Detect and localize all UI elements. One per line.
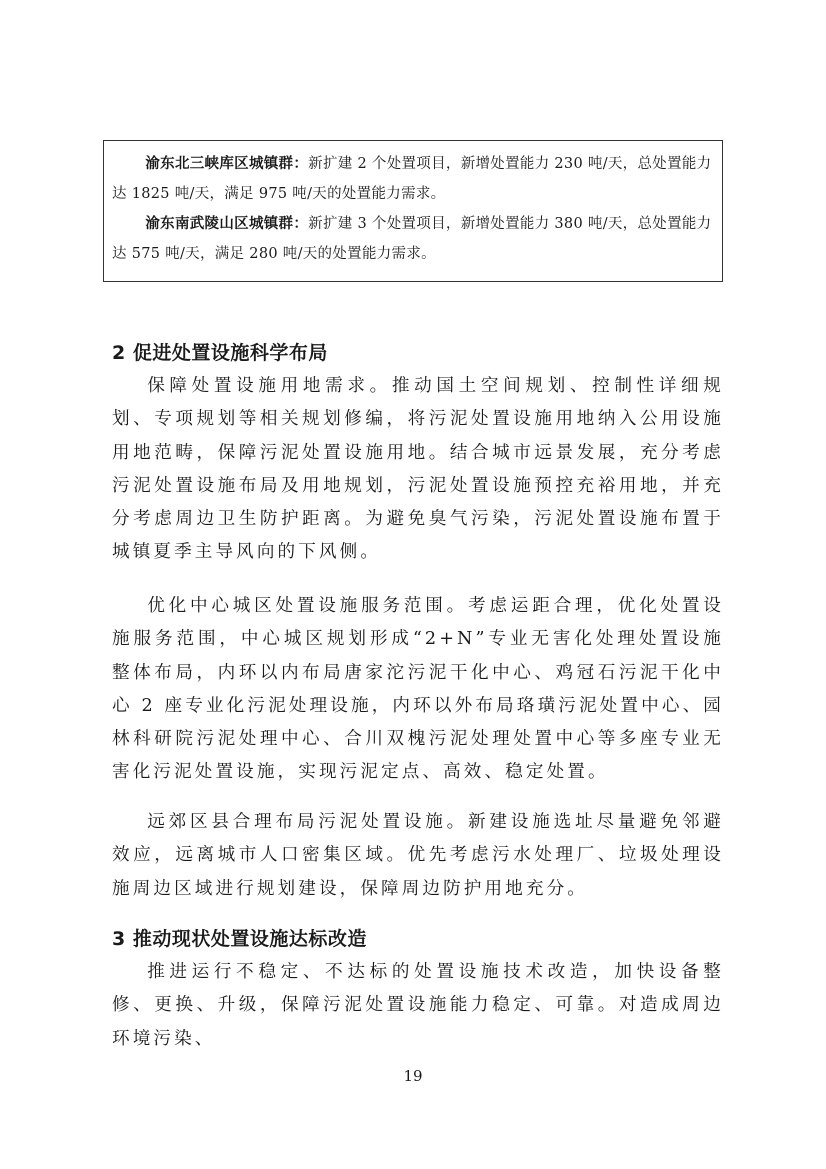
paragraph-suburban xyxy=(112,806,724,906)
section-heading-3: 3 推动现状处置设施达标改造 xyxy=(112,928,367,950)
box-item-text: 新扩建 3 个处置项目，新增处置能力 380 吨/天，总处置能力达 575 吨/天，满足 280 吨/天的处置能力需求。 xyxy=(112,216,712,262)
paragraph-lead: 保障处置设施用地需求。 xyxy=(147,376,392,396)
paragraph-text: 考虑运距合理，优化处置设施服务范围，中心城区规划形成“2+N”专业无害化处理处置设施整体布局，内环以内布局唐家沱污泥干化中心、鸡冠石污泥干化中心 2 座专业化污泥处理设施，内环以外布局珞璜污泥处置中心、园林科研院污泥处理中心、合川双槐污泥处理处置中心等多座专业无害化污泥处置设施，实现污泥定点、高效、稳定处置。 xyxy=(112,596,724,783)
section-heading-2: 2 促进处置设施科学布局 xyxy=(112,342,328,364)
box-item-southeast xyxy=(112,209,714,269)
box-item-text: 新扩建 2 个处置项目，新增处置能力 230 吨/天，总处置能力达 1825 吨/天，满足 975 吨/天的处置能力需求。 xyxy=(112,156,712,202)
summary-box xyxy=(103,140,723,282)
page-number: 19 xyxy=(403,1067,423,1085)
paragraph-upgrade xyxy=(112,956,724,1056)
box-item-label: 渝东北三峡库区城镇群： xyxy=(145,156,309,172)
paragraph-text: 推动国土空间规划、控制性详细规划、专项规划等相关规划修编，将污泥处置设施用地纳入公用设施用地范畴，保障污泥处置设施用地。结合城市远景发展，充分考虑污泥处置设施布局及用地规划，污泥处置设施预控充裕用地，并充分考虑周边卫生防护距离。为避免臭气污染，污泥处置设施布置于城镇夏季主导风向的下风侧。 xyxy=(112,376,724,563)
box-item-northeast xyxy=(112,149,714,209)
box-item-label: 渝东南武陵山区城镇群： xyxy=(145,216,309,232)
paragraph-service-range xyxy=(112,590,724,790)
paragraph-text: 新建设施选址尽量避免邻避效应，远离城市人口密集区域。优先考虑污水处理厂、垃圾处理设施周边区域进行规划建设，保障周边防护用地充分。 xyxy=(112,812,724,899)
paragraph-lead: 远郊区县合理布局污泥处置设施。 xyxy=(147,812,469,832)
paragraph-text: 推进运行不稳定、不达标的处置设施技术改造，加快设备整修、更换、升级，保障污泥处置设施能力稳定、可靠。对造成周边环境污染、 xyxy=(112,962,724,1049)
paragraph-lead: 优化中心城区处置设施服务范围。 xyxy=(147,596,469,616)
paragraph-land-use xyxy=(112,370,724,570)
